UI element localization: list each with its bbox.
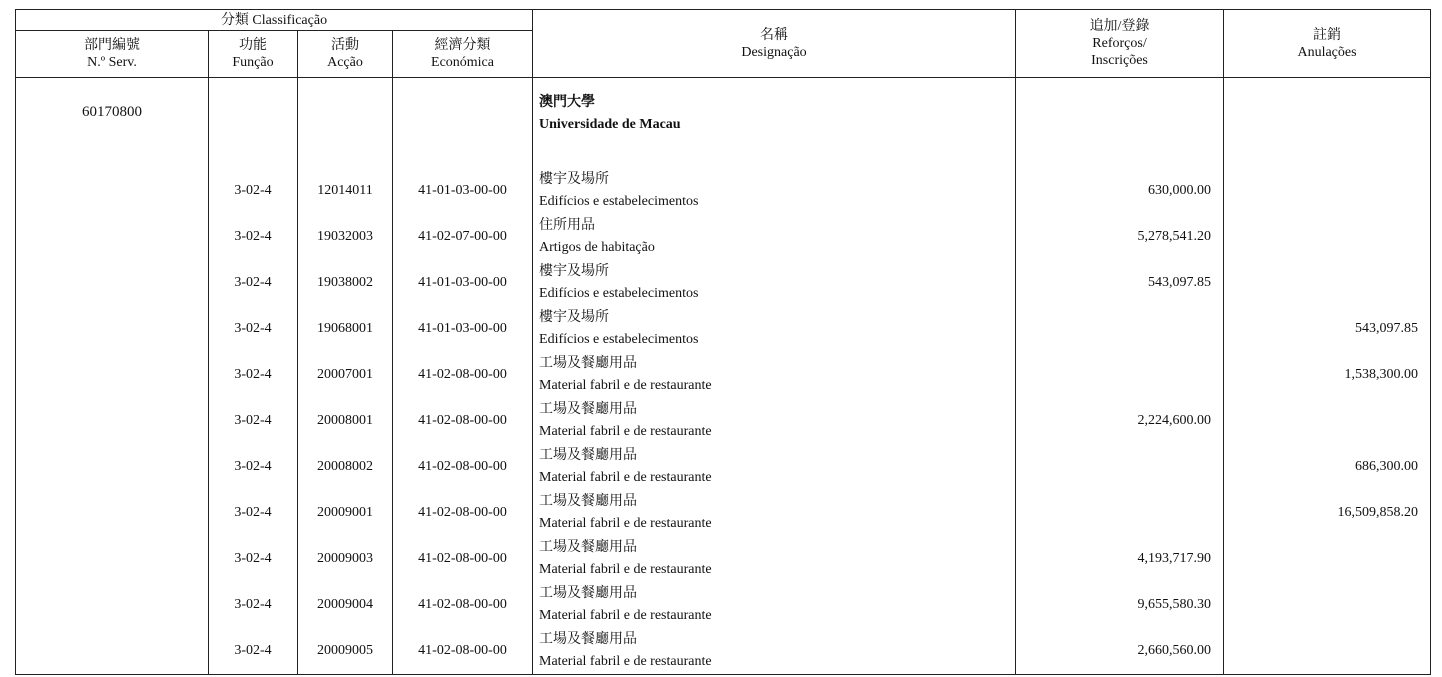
function-cell: 3-02-4: [209, 352, 298, 398]
designation-cell: [533, 306, 1016, 352]
function-header-zh: 功能: [239, 38, 267, 53]
reinforcement-cell: 4,193,717.90: [1016, 536, 1224, 582]
action-cell: 20009005: [298, 628, 393, 675]
function-cell: 3-02-4: [209, 490, 298, 536]
action-header-zh: 活動: [331, 38, 359, 53]
reinforcement-header-pt1: Reforços/: [1092, 36, 1147, 51]
cancel-cell: 543,097.85: [1224, 306, 1431, 352]
function-cell: 3-02-4: [209, 306, 298, 352]
service-code: [16, 78, 209, 169]
designation-cell: [533, 490, 1016, 536]
function-cell: 3-02-4: [209, 536, 298, 582]
service-header: [16, 31, 209, 78]
empty-cell: [393, 78, 533, 169]
designation-header-pt: Designação: [741, 44, 807, 60]
empty-cell: [16, 628, 209, 675]
designation-cell: [533, 628, 1016, 675]
reinforcement-cell: 9,655,580.30: [1016, 582, 1224, 628]
function-cell: 3-02-4: [209, 444, 298, 490]
designation-zh: 工場及餐廳用品: [539, 586, 638, 601]
economic-cell: 41-02-08-00-00: [393, 582, 533, 628]
service-name-cell: [533, 78, 1016, 169]
empty-cell: [16, 168, 209, 214]
table-row: [16, 168, 1431, 214]
action-cell: 20009004: [298, 582, 393, 628]
action-cell: 20009001: [298, 490, 393, 536]
action-header: [298, 31, 393, 78]
economic-cell: 41-02-08-00-00: [393, 628, 533, 675]
service-row: [16, 78, 1431, 169]
reinforcement-cell: 2,224,600.00: [1016, 398, 1224, 444]
empty-cell: [16, 490, 209, 536]
economic-header: [393, 31, 533, 78]
budget-table: [15, 9, 1431, 675]
economic-header-zh: 經濟分類: [434, 38, 491, 53]
reinforcement-header-zh: 追加/登錄: [1089, 19, 1150, 34]
cancel-cell: [1224, 260, 1431, 306]
reinforcement-cell: [1016, 444, 1224, 490]
designation-header: [533, 10, 1016, 78]
designation-cell: [533, 260, 1016, 306]
table-row: [16, 490, 1431, 536]
cancel-cell: 16,509,858.20: [1224, 490, 1431, 536]
cancel-cell: 686,300.00: [1224, 444, 1431, 490]
cancel-cell: [1224, 536, 1431, 582]
function-cell: 3-02-4: [209, 582, 298, 628]
action-cell: 12014011: [298, 168, 393, 214]
reinforcement-cell: [1016, 352, 1224, 398]
classification-header: 分類 Classificação: [16, 10, 533, 31]
economic-cell: 41-01-03-00-00: [393, 306, 533, 352]
designation-zh: 住所用品: [539, 218, 596, 233]
designation-pt: Material fabril e de restaurante: [539, 470, 712, 485]
empty-cell: [209, 78, 298, 169]
cancel-header: [1224, 10, 1431, 78]
designation-pt: Artigos de habitação: [539, 240, 655, 255]
reinforcement-cell: 5,278,541.20: [1016, 214, 1224, 260]
action-cell: 20009003: [298, 536, 393, 582]
action-header-pt: Acção: [327, 55, 363, 70]
designation-zh: 樓宇及場所: [539, 310, 610, 325]
designation-header-zh: 名稱: [760, 27, 789, 43]
designation-zh: 工場及餐廳用品: [539, 402, 638, 417]
designation-zh: 工場及餐廳用品: [539, 494, 638, 509]
function-cell: 3-02-4: [209, 628, 298, 675]
economic-cell: 41-02-08-00-00: [393, 444, 533, 490]
table-row: [16, 214, 1431, 260]
cancel-header-zh: 註銷: [1313, 27, 1342, 43]
table-row: [16, 628, 1431, 675]
designation-zh: 工場及餐廳用品: [539, 448, 638, 463]
designation-zh: 工場及餐廳用品: [539, 632, 638, 647]
designation-cell: [533, 582, 1016, 628]
table-row: [16, 582, 1431, 628]
action-cell: 19032003: [298, 214, 393, 260]
designation-pt: Edifícios e estabelecimentos: [539, 286, 699, 301]
service-header-pt: N.º Serv.: [87, 55, 137, 70]
cancel-cell: [1224, 398, 1431, 444]
empty-cell: [16, 352, 209, 398]
designation-pt: Material fabril e de restaurante: [539, 562, 712, 577]
function-cell: 3-02-4: [209, 260, 298, 306]
economic-cell: 41-01-03-00-00: [393, 168, 533, 214]
table-body: [16, 78, 1431, 675]
reinforcement-cell: [1016, 306, 1224, 352]
function-cell: 3-02-4: [209, 214, 298, 260]
designation-cell: [533, 352, 1016, 398]
economic-cell: 41-02-08-00-00: [393, 398, 533, 444]
service-code-text: 60170800: [82, 104, 142, 120]
empty-cell: [1016, 78, 1224, 169]
reinforcement-cell: [1016, 490, 1224, 536]
action-cell: 20008001: [298, 398, 393, 444]
empty-cell: [16, 214, 209, 260]
empty-cell: [16, 536, 209, 582]
table-row: [16, 536, 1431, 582]
economic-cell: 41-01-03-00-00: [393, 260, 533, 306]
table-row: [16, 306, 1431, 352]
empty-cell: [16, 444, 209, 490]
designation-cell: [533, 168, 1016, 214]
reinforcement-cell: 2,660,560.00: [1016, 628, 1224, 675]
cancel-cell: 1,538,300.00: [1224, 352, 1431, 398]
cancel-cell: [1224, 628, 1431, 675]
empty-cell: [16, 260, 209, 306]
designation-pt: Material fabril e de restaurante: [539, 654, 712, 669]
action-cell: 20007001: [298, 352, 393, 398]
table-header: [16, 10, 1431, 78]
designation-zh: 樓宇及場所: [539, 172, 610, 187]
economic-cell: 41-02-08-00-00: [393, 352, 533, 398]
empty-cell: [16, 398, 209, 444]
reinforcement-header-pt2: Inscrições: [1091, 53, 1148, 68]
cancel-cell: [1224, 214, 1431, 260]
designation-pt: Edifícios e estabelecimentos: [539, 332, 699, 347]
service-header-zh: 部門編號: [84, 38, 140, 53]
designation-cell: [533, 398, 1016, 444]
designation-zh: 工場及餐廳用品: [539, 356, 638, 371]
economic-cell: 41-02-08-00-00: [393, 490, 533, 536]
function-header: [209, 31, 298, 78]
designation-zh: 樓宇及場所: [539, 264, 610, 279]
reinforcement-header: [1016, 10, 1224, 78]
empty-cell: [16, 306, 209, 352]
action-cell: 19038002: [298, 260, 393, 306]
table-row: [16, 352, 1431, 398]
table-row: [16, 398, 1431, 444]
action-cell: 19068001: [298, 306, 393, 352]
cancel-cell: [1224, 582, 1431, 628]
economic-cell: 41-02-07-00-00: [393, 214, 533, 260]
reinforcement-cell: 630,000.00: [1016, 168, 1224, 214]
service-name-pt: Universidade de Macau: [539, 117, 681, 132]
empty-cell: [1224, 78, 1431, 169]
designation-pt: Material fabril e de restaurante: [539, 378, 712, 393]
economic-cell: 41-02-08-00-00: [393, 536, 533, 582]
designation-pt: Material fabril e de restaurante: [539, 516, 712, 531]
service-name-zh: 澳門大學: [539, 95, 596, 110]
designation-zh: 工場及餐廳用品: [539, 540, 638, 555]
empty-cell: [298, 78, 393, 169]
designation-pt: Material fabril e de restaurante: [539, 608, 712, 623]
table-row: [16, 444, 1431, 490]
function-cell: 3-02-4: [209, 168, 298, 214]
cancel-header-pt: Anulações: [1297, 44, 1357, 60]
table-row: [16, 260, 1431, 306]
reinforcement-cell: 543,097.85: [1016, 260, 1224, 306]
action-cell: 20008002: [298, 444, 393, 490]
designation-pt: Edifícios e estabelecimentos: [539, 194, 699, 209]
economic-header-pt: Económica: [431, 55, 494, 70]
designation-cell: [533, 214, 1016, 260]
designation-cell: [533, 444, 1016, 490]
function-header-pt: Função: [232, 55, 274, 70]
empty-cell: [16, 582, 209, 628]
function-cell: 3-02-4: [209, 398, 298, 444]
cancel-cell: [1224, 168, 1431, 214]
designation-cell: [533, 536, 1016, 582]
designation-pt: Material fabril e de restaurante: [539, 424, 712, 439]
